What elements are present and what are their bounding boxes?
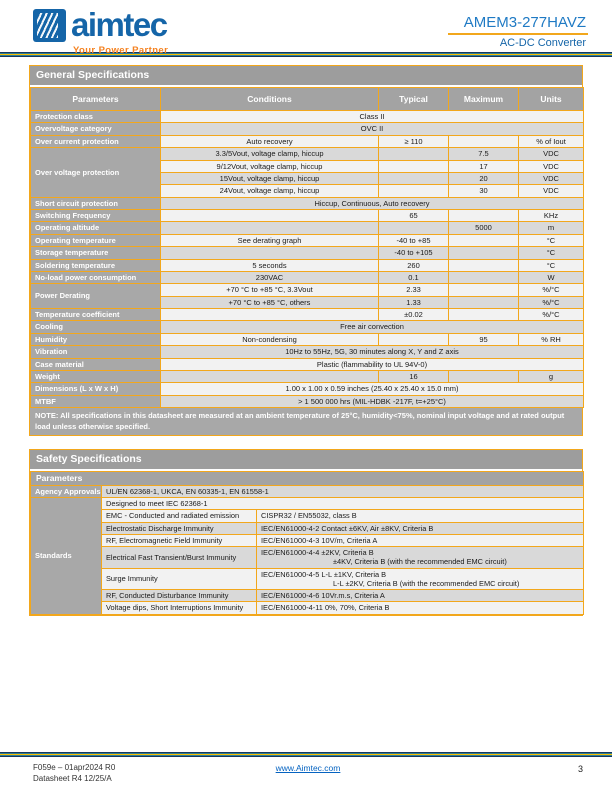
spec-maximum: 5000 (449, 222, 519, 234)
general-specifications-section (29, 65, 583, 436)
spec-span-value: 10Hz to 55Hz, 5G, 30 minutes along X, Y and Z axis (161, 346, 584, 358)
spec-maximum: 7.5 (449, 148, 519, 160)
spec-units: VDC (519, 148, 584, 160)
spec-condition (161, 370, 379, 382)
spec-typical: 2.33 (379, 284, 449, 296)
safety-standard-value: IEC/EN61000-4-3 10V/m, Criteria A (257, 534, 584, 546)
spec-units: °C (519, 259, 584, 271)
safety-spec-row (31, 568, 584, 590)
spec-condition: See derating graph (161, 234, 379, 246)
spec-typical: -40 to +85 (379, 234, 449, 246)
spec-maximum: 20 (449, 172, 519, 184)
spec-typical (379, 148, 449, 160)
spec-parameter-label: Protection class (31, 111, 161, 123)
spec-typical (379, 222, 449, 234)
brand-tagline: Your Power Partner (73, 45, 169, 56)
general-spec-row (31, 123, 584, 135)
general-spec-row (31, 284, 584, 296)
spec-parameter-label: Switching Frequency (31, 210, 161, 222)
general-spec-row (31, 358, 584, 370)
col-header-maximum: Maximum (449, 88, 519, 111)
spec-parameter-label: Operating altitude (31, 222, 161, 234)
safety-spec-row (31, 590, 584, 602)
safety-span-value: Designed to meet IEC 62368-1 (102, 498, 584, 510)
safety-spec-row (31, 602, 584, 614)
spec-units: VDC (519, 172, 584, 184)
spec-parameter-label: MTBF (31, 395, 161, 407)
spec-typical: 0.1 (379, 271, 449, 283)
spec-parameter-label: Over voltage protection (31, 148, 161, 198)
spec-units: m (519, 222, 584, 234)
spec-typical (379, 172, 449, 184)
spec-units: VDC (519, 185, 584, 197)
spec-parameter-label: Over current protection (31, 135, 161, 147)
general-note: NOTE: All specifications in this datasheet are measured at an ambient temperature of 25°C, humidity<75%, nominal input voltage and at rated output load unless otherwise specified. (30, 408, 582, 435)
spec-span-value: Hiccup, Continuous, Auto recovery (161, 197, 584, 209)
general-table-header-row (31, 88, 584, 111)
spec-parameter-label: Dimensions (L x W x H) (31, 383, 161, 395)
safety-spec-row (31, 522, 584, 534)
spec-units: %/°C (519, 296, 584, 308)
footer-doc-info (33, 763, 213, 785)
spec-span-value: > 1 500 000 hrs (MIL-HDBK -217F, t=+25°C) (161, 395, 584, 407)
spec-maximum (449, 284, 519, 296)
spec-condition (161, 247, 379, 259)
spec-parameter-label: Power Derating (31, 284, 161, 309)
spec-parameter-label: Weight (31, 370, 161, 382)
spec-maximum: 95 (449, 333, 519, 345)
safety-specifications-section (29, 449, 583, 616)
safety-standard-value: CISPR32 / EN55032, class B (257, 510, 584, 522)
spec-typical (379, 333, 449, 345)
product-subtitle: AC-DC Converter (499, 37, 586, 49)
spec-condition: +70 °C to +85 °C, 3.3Vout (161, 284, 379, 296)
general-spec-row (31, 395, 584, 407)
page-footer (33, 763, 583, 785)
spec-parameter-label: Humidity (31, 333, 161, 345)
spec-units: °C (519, 247, 584, 259)
spec-condition: Non-condensing (161, 333, 379, 345)
spec-units: g (519, 370, 584, 382)
spec-condition (161, 222, 379, 234)
col-header-typical: Typical (379, 88, 449, 111)
spec-condition: 3.3/5Vout, voltage clamp, hiccup (161, 148, 379, 160)
spec-condition: Auto recovery (161, 135, 379, 147)
page-header (0, 0, 612, 56)
aimtec-logo (33, 6, 169, 56)
spec-maximum (449, 210, 519, 222)
spec-span-value: 1.00 x 1.00 x 0.59 inches (25.40 x 25.40 x 15.0 mm) (161, 383, 584, 395)
spec-parameter-label: Cooling (31, 321, 161, 333)
col-header-units: Units (519, 88, 584, 111)
spec-parameter-label: Vibration (31, 346, 161, 358)
spec-units: %/°C (519, 309, 584, 321)
spec-condition: +70 °C to +85 °C, others (161, 296, 379, 308)
safety-spec-row (31, 534, 584, 546)
spec-typical: 16 (379, 370, 449, 382)
safety-standard-name: Voltage dips, Short Interruptions Immunity (102, 602, 257, 614)
safety-spec-row (31, 498, 584, 510)
spec-maximum: 17 (449, 160, 519, 172)
footer-link-wrap (213, 763, 403, 775)
spec-condition: 9/12Vout, voltage clamp, hiccup (161, 160, 379, 172)
spec-parameter-label: Overvoltage category (31, 123, 161, 135)
safety-standard-value: IEC/EN61000-4-6 10Vr.m.s, Criteria A (257, 590, 584, 602)
spec-maximum (449, 247, 519, 259)
spec-typical: 65 (379, 210, 449, 222)
spec-parameter-label: Short circuit protection (31, 197, 161, 209)
spec-units: % of Iout (519, 135, 584, 147)
spec-maximum (449, 271, 519, 283)
spec-parameter-label: Case material (31, 358, 161, 370)
general-spec-row (31, 271, 584, 283)
spec-units: W (519, 271, 584, 283)
spec-maximum (449, 309, 519, 321)
safety-standard-name: RF, Conducted Disturbance Immunity (102, 590, 257, 602)
general-spec-row (31, 111, 584, 123)
safety-standard-name: EMC - Conducted and radiated emission (102, 510, 257, 522)
spec-typical: 260 (379, 259, 449, 271)
safety-standard-value: IEC/EN61000-4-2 Contact ±6KV, Air ±8KV, Criteria B (257, 522, 584, 534)
spec-condition (161, 309, 379, 321)
spec-span-value: Plastic (flammability to UL 94V-0) (161, 358, 584, 370)
spec-span-value: Class II (161, 111, 584, 123)
safety-group-label: Agency Approvals (31, 485, 102, 497)
spec-units: VDC (519, 160, 584, 172)
spec-typical (379, 185, 449, 197)
safety-standard-value: IEC/EN61000-4-11 0%, 70%, Criteria B (257, 602, 584, 614)
safety-standard-name: Surge Immunity (102, 568, 257, 590)
safety-standard-value: IEC/EN61000-4-4 ±2KV, Criteria B ±4KV, Criteria B (with the recommended EMC circuit) (257, 547, 584, 569)
general-spec-row (31, 333, 584, 345)
general-spec-row (31, 210, 584, 222)
spec-typical: 1.33 (379, 296, 449, 308)
spec-units: °C (519, 234, 584, 246)
safety-standard-name: RF, Electromagnetic Field Immunity (102, 534, 257, 546)
spec-parameter-label: Soldering temperature (31, 259, 161, 271)
col-header-conditions: Conditions (161, 88, 379, 111)
safety-standard-name: Electrostatic Discharge Immunity (102, 522, 257, 534)
general-spec-row (31, 346, 584, 358)
general-spec-row (31, 309, 584, 321)
spec-condition: 230VAC (161, 271, 379, 283)
safety-spec-row (31, 510, 584, 522)
spec-condition: 5 seconds (161, 259, 379, 271)
spec-maximum: 30 (449, 185, 519, 197)
general-section-title: General Specifications (30, 66, 582, 87)
general-spec-table (30, 87, 584, 408)
col-header-parameters: Parameters (31, 88, 161, 111)
spec-typical: -40 to +105 (379, 247, 449, 259)
safety-spec-row (31, 547, 584, 569)
general-spec-row (31, 234, 584, 246)
footer-rule (0, 752, 612, 757)
spec-maximum (449, 370, 519, 382)
general-spec-row (31, 222, 584, 234)
general-spec-row (31, 259, 584, 271)
aimtec-logo-icon (33, 9, 66, 42)
spec-typical (379, 160, 449, 172)
spec-condition: 24Vout, voltage clamp, hiccup (161, 185, 379, 197)
spec-parameter-label: Storage temperature (31, 247, 161, 259)
general-table-body (31, 111, 584, 408)
spec-parameter-label: Operating temperature (31, 234, 161, 246)
page-number: 3 (577, 764, 583, 775)
safety-standard-name: Electrical Fast Transient/Burst Immunity (102, 547, 257, 569)
spec-units: KHz (519, 210, 584, 222)
aimtec-website-link[interactable]: www.Aimtec.com (275, 763, 341, 774)
spec-typical: ±0.02 (379, 309, 449, 321)
spec-maximum (449, 234, 519, 246)
spec-parameter-label: No-load power consumption (31, 271, 161, 283)
spec-maximum (449, 259, 519, 271)
safety-span-value: UL/EN 62368-1, UKCA, EN 60335-1, EN 61558-1 (102, 485, 584, 497)
footer-revision: Datasheet R4 12/25/A (33, 774, 112, 784)
safety-spec-table (30, 471, 584, 615)
spec-parameter-label: Temperature coefficient (31, 309, 161, 321)
brand-name: aimtec (71, 6, 167, 44)
safety-group-label: Standards (31, 498, 102, 615)
general-spec-row (31, 197, 584, 209)
product-title: AMEM3-277HAVZ (448, 14, 588, 35)
safety-table-body (31, 485, 584, 614)
general-spec-row (31, 383, 584, 395)
safety-table-header-row (31, 472, 584, 486)
footer-doc-ref: F059e – 01apr2024 R0 (33, 763, 116, 773)
safety-col-header-parameters: Parameters (31, 472, 584, 486)
spec-maximum (449, 135, 519, 147)
spec-span-value: Free air convection (161, 321, 584, 333)
spec-condition (161, 210, 379, 222)
spec-condition: 15Vout, voltage clamp, hiccup (161, 172, 379, 184)
safety-spec-row (31, 485, 584, 497)
general-spec-row (31, 135, 584, 147)
product-block (448, 14, 588, 49)
spec-maximum (449, 296, 519, 308)
general-spec-row (31, 370, 584, 382)
general-spec-row (31, 148, 584, 160)
spec-units: % RH (519, 333, 584, 345)
spec-units: %/°C (519, 284, 584, 296)
general-spec-row (31, 321, 584, 333)
safety-section-title: Safety Specifications (30, 450, 582, 471)
general-spec-row (31, 247, 584, 259)
safety-standard-value: IEC/EN61000-4-5 L-L ±1KV, Criteria B L-L ±2KV, Criteria B (with the recommended EMC circuit) (257, 568, 584, 590)
spec-span-value: OVC II (161, 123, 584, 135)
spec-typical: ≥ 110 (379, 135, 449, 147)
